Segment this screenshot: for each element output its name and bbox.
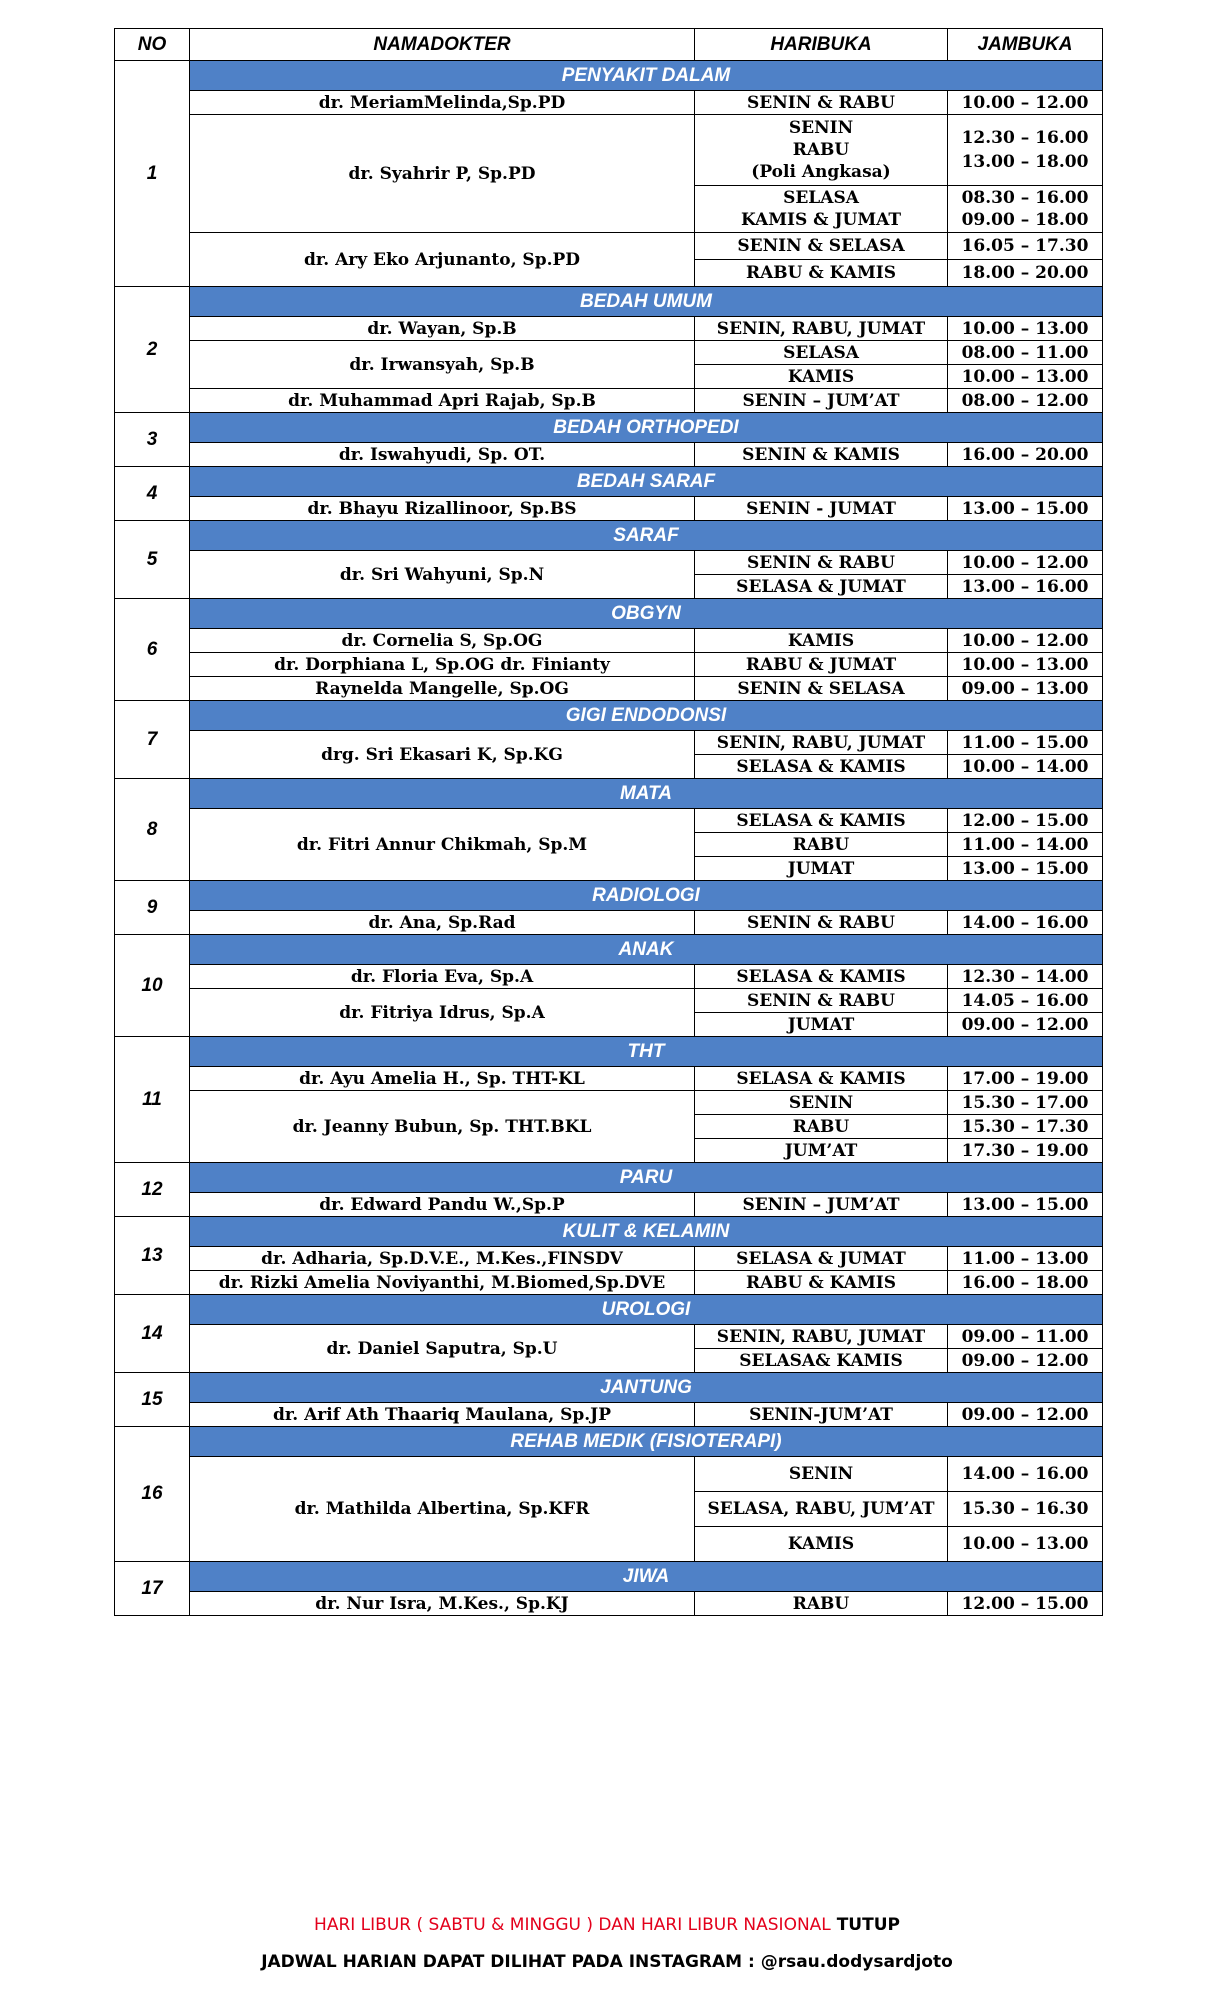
doctor-name: dr. Fitri Annur Chikmah, Sp.M bbox=[190, 809, 695, 881]
section-number: 12 bbox=[115, 1163, 190, 1217]
open-hours: 11.00 – 13.00 bbox=[948, 1247, 1103, 1271]
doctor-name: dr. Bhayu Rizallinoor, Sp.BS bbox=[190, 497, 695, 521]
category-row bbox=[115, 1427, 1103, 1457]
doctor-name: dr. Mathilda Albertina, Sp.KFR bbox=[190, 1457, 695, 1562]
category-title: KULIT & KELAMIN bbox=[190, 1217, 1103, 1247]
header-row bbox=[115, 29, 1103, 61]
open-hours: 13.00 – 15.00 bbox=[948, 1193, 1103, 1217]
doctor-row bbox=[115, 677, 1103, 701]
open-hours: 09.00 – 12.00 bbox=[948, 1403, 1103, 1427]
open-hours: 13.00 – 15.00 bbox=[948, 857, 1103, 881]
category-title: THT bbox=[190, 1037, 1103, 1067]
doctor-row bbox=[115, 1271, 1103, 1295]
doctor-row bbox=[115, 911, 1103, 935]
open-hours: 10.00 – 12.00 bbox=[948, 91, 1103, 115]
open-day: SENIN & RABU bbox=[695, 551, 948, 575]
category-title: PARU bbox=[190, 1163, 1103, 1193]
doctor-name: dr. Syahrir P, Sp.PD bbox=[190, 115, 695, 233]
section-number: 4 bbox=[115, 467, 190, 521]
section-number: 8 bbox=[115, 779, 190, 881]
open-day: SELASA & KAMIS bbox=[695, 755, 948, 779]
schedule-table bbox=[114, 28, 1103, 1616]
open-hours: 15.30 – 17.30 bbox=[948, 1115, 1103, 1139]
open-hours: 10.00 – 12.00 bbox=[948, 629, 1103, 653]
open-hours: 11.00 – 15.00 bbox=[948, 731, 1103, 755]
category-row bbox=[115, 701, 1103, 731]
schedule-sheet bbox=[114, 28, 1102, 1616]
open-hours: 09.00 – 13.00 bbox=[948, 677, 1103, 701]
doctor-row bbox=[115, 1325, 1103, 1349]
open-hours: 15.30 – 17.00 bbox=[948, 1091, 1103, 1115]
section-number: 14 bbox=[115, 1295, 190, 1373]
doctor-row bbox=[115, 317, 1103, 341]
doctor-row bbox=[115, 989, 1103, 1013]
open-day: SENIN - JUMAT bbox=[695, 497, 948, 521]
doctor-row bbox=[115, 1247, 1103, 1271]
open-hours-line: 13.00 – 18.00 bbox=[961, 152, 1089, 172]
section-number: 2 bbox=[115, 287, 190, 413]
doctor-name: dr. Rizki Amelia Noviyanthi, M.Biomed,Sp.DVE bbox=[190, 1271, 695, 1295]
section-number: 7 bbox=[115, 701, 190, 779]
section-number: 16 bbox=[115, 1427, 190, 1562]
category-title: UROLOGI bbox=[190, 1295, 1103, 1325]
footer-holiday-text: HARI LIBUR ( SABTU & MINGGU ) DAN HARI LIBUR NASIONAL bbox=[314, 1915, 831, 1935]
doctor-name: drg. Sri Ekasari K, Sp.KG bbox=[190, 731, 695, 779]
open-hours: 10.00 – 13.00 bbox=[948, 365, 1103, 389]
open-day: SENIN & RABU bbox=[695, 91, 948, 115]
open-hours: 16.05 – 17.30 bbox=[948, 233, 1103, 260]
open-day: SENIN, RABU, JUMAT bbox=[695, 317, 948, 341]
open-day: SENIN – JUM’AT bbox=[695, 1193, 948, 1217]
open-hours: 08.00 – 12.00 bbox=[948, 389, 1103, 413]
doctor-name: dr. Muhammad Apri Rajab, Sp.B bbox=[190, 389, 695, 413]
open-hours-line: 12.30 – 16.00 bbox=[961, 128, 1089, 148]
category-title: BEDAH ORTHOPEDI bbox=[190, 413, 1103, 443]
category-row bbox=[115, 1217, 1103, 1247]
open-day: RABU bbox=[695, 1115, 948, 1139]
open-day: JUM’AT bbox=[695, 1139, 948, 1163]
open-hours: 10.00 – 12.00 bbox=[948, 551, 1103, 575]
doctor-row bbox=[115, 341, 1103, 365]
open-days bbox=[695, 115, 948, 186]
doctor-row bbox=[115, 1457, 1103, 1492]
doctor-name: dr. Floria Eva, Sp.A bbox=[190, 965, 695, 989]
category-row bbox=[115, 467, 1103, 497]
open-days bbox=[695, 186, 948, 233]
open-day-line: KAMIS & JUMAT bbox=[740, 210, 902, 230]
open-day: SELASA bbox=[695, 341, 948, 365]
open-day: SELASA, RABU, JUM’AT bbox=[695, 1492, 948, 1527]
doctor-row bbox=[115, 731, 1103, 755]
header-day: HARIBUKA bbox=[695, 29, 948, 61]
category-title: BEDAH SARAF bbox=[190, 467, 1103, 497]
open-day: SELASA& KAMIS bbox=[695, 1349, 948, 1373]
doctor-name: dr. Cornelia S, Sp.OG bbox=[190, 629, 695, 653]
open-day: KAMIS bbox=[695, 1527, 948, 1562]
category-title: OBGYN bbox=[190, 599, 1103, 629]
section-number: 1 bbox=[115, 61, 190, 287]
doctor-row bbox=[115, 497, 1103, 521]
category-row bbox=[115, 779, 1103, 809]
open-hours: 15.30 – 16.30 bbox=[948, 1492, 1103, 1527]
doctor-name: dr. Adharia, Sp.D.V.E., M.Kes.,FINSDV bbox=[190, 1247, 695, 1271]
category-row bbox=[115, 521, 1103, 551]
header-no: NO bbox=[115, 29, 190, 61]
doctor-name: dr. Edward Pandu W.,Sp.P bbox=[190, 1193, 695, 1217]
open-hours bbox=[948, 115, 1103, 186]
category-row bbox=[115, 599, 1103, 629]
category-title: GIGI ENDODONSI bbox=[190, 701, 1103, 731]
section-number: 13 bbox=[115, 1217, 190, 1295]
open-hours: 17.30 – 19.00 bbox=[948, 1139, 1103, 1163]
open-day: KAMIS bbox=[695, 629, 948, 653]
open-day: SENIN & RABU bbox=[695, 911, 948, 935]
doctor-row bbox=[115, 91, 1103, 115]
open-day: SENIN, RABU, JUMAT bbox=[695, 731, 948, 755]
open-day: SELASA & KAMIS bbox=[695, 965, 948, 989]
category-title: MATA bbox=[190, 779, 1103, 809]
doctor-name: dr. Dorphiana L, Sp.OG dr. Finianty bbox=[190, 653, 695, 677]
category-row bbox=[115, 413, 1103, 443]
schedule-body bbox=[115, 61, 1103, 1616]
footer-instagram-note: JADWAL HARIAN DAPAT DILIHAT PADA INSTAGRAM : @rsau.dodysardjoto bbox=[261, 1952, 953, 1972]
open-hours: 12.00 – 15.00 bbox=[948, 1592, 1103, 1616]
category-row bbox=[115, 1163, 1103, 1193]
category-row bbox=[115, 881, 1103, 911]
section-number: 17 bbox=[115, 1562, 190, 1616]
open-day: SELASA & JUMAT bbox=[695, 575, 948, 599]
open-hours: 09.00 – 12.00 bbox=[948, 1349, 1103, 1373]
open-day: RABU bbox=[695, 1592, 948, 1616]
doctor-name: dr. Jeanny Bubun, Sp. THT.BKL bbox=[190, 1091, 695, 1163]
header-time: JAMBUKA bbox=[948, 29, 1103, 61]
open-hours: 10.00 – 14.00 bbox=[948, 755, 1103, 779]
section-number: 6 bbox=[115, 599, 190, 701]
doctor-name: dr. Irwansyah, Sp.B bbox=[190, 341, 695, 389]
open-hours: 18.00 – 20.00 bbox=[948, 260, 1103, 287]
open-hours-line: 09.00 – 18.00 bbox=[961, 210, 1089, 230]
open-hours: 16.00 – 20.00 bbox=[948, 443, 1103, 467]
open-hours-line: 08.30 – 16.00 bbox=[961, 188, 1089, 208]
open-hours: 09.00 – 11.00 bbox=[948, 1325, 1103, 1349]
category-row bbox=[115, 1373, 1103, 1403]
open-hours: 13.00 – 16.00 bbox=[948, 575, 1103, 599]
section-number: 11 bbox=[115, 1037, 190, 1163]
open-day: SENIN & KAMIS bbox=[695, 443, 948, 467]
category-title: ANAK bbox=[190, 935, 1103, 965]
open-day: SENIN bbox=[695, 1091, 948, 1115]
section-number: 9 bbox=[115, 881, 190, 935]
open-hours: 10.00 – 13.00 bbox=[948, 653, 1103, 677]
open-day: JUMAT bbox=[695, 857, 948, 881]
header-name: NAMADOKTER bbox=[190, 29, 695, 61]
open-day-line: (Poli Angkasa) bbox=[751, 162, 891, 182]
category-title: RADIOLOGI bbox=[190, 881, 1103, 911]
open-hours bbox=[948, 186, 1103, 233]
doctor-row bbox=[115, 1091, 1103, 1115]
doctor-row bbox=[115, 809, 1103, 833]
open-day: SENIN & SELASA bbox=[695, 233, 948, 260]
category-row bbox=[115, 935, 1103, 965]
category-row bbox=[115, 287, 1103, 317]
open-day: SENIN & RABU bbox=[695, 989, 948, 1013]
doctor-row bbox=[115, 1067, 1103, 1091]
doctor-row bbox=[115, 629, 1103, 653]
open-day: SENIN & SELASA bbox=[695, 677, 948, 701]
category-title: REHAB MEDIK (FISIOTERAPI) bbox=[190, 1427, 1103, 1457]
open-day-line: SENIN bbox=[788, 118, 854, 138]
doctor-name: dr. Wayan, Sp.B bbox=[190, 317, 695, 341]
open-day: SENIN – JUM’AT bbox=[695, 389, 948, 413]
section-number: 10 bbox=[115, 935, 190, 1037]
open-day: RABU & KAMIS bbox=[695, 1271, 948, 1295]
open-day: RABU & JUMAT bbox=[695, 653, 948, 677]
open-day-line: SELASA bbox=[783, 188, 859, 208]
open-day: RABU bbox=[695, 833, 948, 857]
open-hours: 09.00 – 12.00 bbox=[948, 1013, 1103, 1037]
category-title: BEDAH UMUM bbox=[190, 287, 1103, 317]
doctor-name: dr. Nur Isra, M.Kes., Sp.KJ bbox=[190, 1592, 695, 1616]
open-hours: 13.00 – 15.00 bbox=[948, 497, 1103, 521]
doctor-name: dr. Ayu Amelia H., Sp. THT-KL bbox=[190, 1067, 695, 1091]
doctor-row bbox=[115, 1193, 1103, 1217]
open-hours: 10.00 – 13.00 bbox=[948, 317, 1103, 341]
open-hours: 10.00 – 13.00 bbox=[948, 1527, 1103, 1562]
category-row bbox=[115, 1295, 1103, 1325]
doctor-name: dr. Fitriya Idrus, Sp.A bbox=[190, 989, 695, 1037]
open-day: SELASA & JUMAT bbox=[695, 1247, 948, 1271]
doctor-name: dr. Ana, Sp.Rad bbox=[190, 911, 695, 935]
doctor-row bbox=[115, 1592, 1103, 1616]
doctor-name: dr. MeriamMelinda,Sp.PD bbox=[190, 91, 695, 115]
open-day: KAMIS bbox=[695, 365, 948, 389]
doctor-name: dr. Sri Wahyuni, Sp.N bbox=[190, 551, 695, 599]
section-number: 3 bbox=[115, 413, 190, 467]
footer-holiday-note bbox=[0, 1915, 1214, 1935]
open-hours: 14.00 – 16.00 bbox=[948, 911, 1103, 935]
open-hours: 11.00 – 14.00 bbox=[948, 833, 1103, 857]
open-day: SENIN, RABU, JUMAT bbox=[695, 1325, 948, 1349]
doctor-row bbox=[115, 965, 1103, 989]
doctor-name: dr. Daniel Saputra, Sp.U bbox=[190, 1325, 695, 1373]
category-title: JIWA bbox=[190, 1562, 1103, 1592]
open-day-line: RABU bbox=[792, 140, 850, 160]
section-number: 5 bbox=[115, 521, 190, 599]
category-title: JANTUNG bbox=[190, 1373, 1103, 1403]
category-row bbox=[115, 61, 1103, 91]
doctor-name: dr. Ary Eko Arjunanto, Sp.PD bbox=[190, 233, 695, 287]
open-hours: 17.00 – 19.00 bbox=[948, 1067, 1103, 1091]
category-row bbox=[115, 1562, 1103, 1592]
category-row bbox=[115, 1037, 1103, 1067]
open-day: SELASA & KAMIS bbox=[695, 1067, 948, 1091]
category-title: PENYAKIT DALAM bbox=[190, 61, 1103, 91]
footer-closed-text: TUTUP bbox=[836, 1915, 900, 1935]
open-day: SENIN bbox=[695, 1457, 948, 1492]
open-hours: 14.00 – 16.00 bbox=[948, 1457, 1103, 1492]
doctor-name: Raynelda Mangelle, Sp.OG bbox=[190, 677, 695, 701]
open-day: SENIN-JUM’AT bbox=[695, 1403, 948, 1427]
open-day: SELASA & KAMIS bbox=[695, 809, 948, 833]
doctor-row bbox=[115, 115, 1103, 186]
open-day: RABU & KAMIS bbox=[695, 260, 948, 287]
doctor-row bbox=[115, 233, 1103, 260]
open-hours: 12.30 – 14.00 bbox=[948, 965, 1103, 989]
doctor-row bbox=[115, 653, 1103, 677]
doctor-name: dr. Arif Ath Thaariq Maulana, Sp.JP bbox=[190, 1403, 695, 1427]
section-number: 15 bbox=[115, 1373, 190, 1427]
open-day: JUMAT bbox=[695, 1013, 948, 1037]
category-title: SARAF bbox=[190, 521, 1103, 551]
open-hours: 14.05 – 16.00 bbox=[948, 989, 1103, 1013]
doctor-row bbox=[115, 551, 1103, 575]
doctor-row bbox=[115, 1403, 1103, 1427]
doctor-row bbox=[115, 443, 1103, 467]
open-hours: 08.00 – 11.00 bbox=[948, 341, 1103, 365]
open-hours: 16.00 – 18.00 bbox=[948, 1271, 1103, 1295]
open-hours: 12.00 – 15.00 bbox=[948, 809, 1103, 833]
doctor-name: dr. Iswahyudi, Sp. OT. bbox=[190, 443, 695, 467]
doctor-row bbox=[115, 389, 1103, 413]
